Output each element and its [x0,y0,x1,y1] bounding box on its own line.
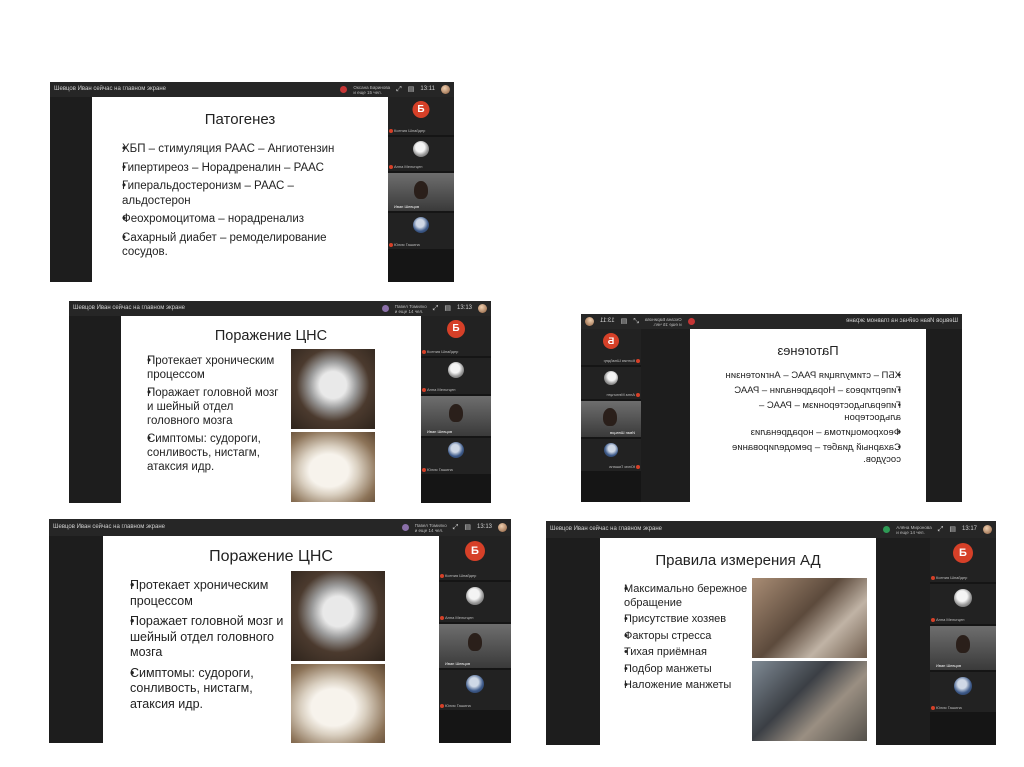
slide-title: Поражение ЦНС [214,328,328,344]
bullet: • Гипертиреоз – Норадреналин – РААС [112,161,357,176]
participant-photo [466,587,484,605]
participant-photo [413,141,429,157]
user-avatar[interactable] [441,85,450,94]
video-person [414,181,428,199]
slide-title: Патогенез [204,111,276,128]
participant-photo [954,589,972,607]
user-avatar[interactable] [585,317,594,326]
host-name: Павел Томилко [414,522,447,528]
screenshot-bp-rules [546,521,996,745]
host-avatar[interactable] [883,526,890,533]
host-avatar[interactable] [688,318,695,325]
bullet: • Факторы стресса [614,630,754,644]
host-name: Алёна Миронова [896,524,932,530]
participant-tile[interactable] [930,538,996,582]
host-name: Оксана Баринова [644,316,682,322]
participant-name: Юлия Гашина [936,705,962,710]
mic-off-icon [931,706,935,710]
participant-name: Иван Шевцов [609,430,635,435]
bullet: • ХБП – стимуляция РААС – Ангиотензин [700,370,910,382]
participant-tile[interactable] [930,584,996,624]
bullet: • Поражает головной мозг и шейный отдел головного мозга [119,614,289,661]
cat-photo [291,349,375,429]
slide-bullets [700,370,910,466]
screenshot-cns-lesion-large [49,519,511,743]
participant-photo [448,442,464,458]
participant-name: Юлия Гашина [394,242,420,247]
clock-time: 13:13 [456,305,472,311]
slide-bullets [112,142,357,260]
participant-avatar: Б [413,101,430,118]
participant-name: Ксения Шнайдер [936,575,968,580]
participant-name: Ксения Шнайдер [445,573,477,578]
participant-video[interactable] [439,624,511,668]
clock-time: 13:11 [600,318,615,324]
presenter-notice: Шевцов Иван сейчас на главном экране [845,318,958,324]
participant-tile[interactable] [388,137,454,171]
mic-off-icon [422,388,426,392]
participant-name: Юлия Гашина [609,464,635,469]
cat-photo [291,664,385,743]
user-avatar[interactable] [478,304,487,313]
mic-off-icon [931,618,935,622]
participant-video[interactable] [421,396,491,436]
participant-tile[interactable] [439,582,511,622]
mic-off-icon [440,574,444,578]
bullet: • Подбор манжеты [614,663,754,677]
presenter-notice: Шевцов Иван сейчас на главном экране [550,526,663,532]
bullet: • Феохромоцитома – норадренализ [112,212,357,227]
screenshot-pathogenesis-mirrored [581,314,962,502]
participants-panel [439,536,511,743]
bullet: • Протекает хроническим процессом [119,578,289,609]
bullet: • Присутствие хозяев [614,613,754,627]
host-sub: и еще 14 чел. [896,529,925,535]
slide-title: Патогенез [777,343,839,358]
slide-bullets [119,578,289,712]
slide [92,97,388,282]
host-name: Павел Томилко [394,303,427,309]
participants-panel [388,97,454,282]
user-avatar[interactable] [983,525,992,534]
participant-tile[interactable] [581,329,641,365]
participant-tile[interactable] [421,438,491,474]
participant-photo [448,362,464,378]
mic-off-icon [636,359,640,363]
participant-name: Анна Мельтцен [445,615,474,620]
participant-video[interactable] [388,173,454,211]
mic-off-icon [422,468,426,472]
participant-tile[interactable] [439,536,511,580]
participant-tile[interactable] [930,672,996,712]
host-name: Оксана Баринова [353,84,391,90]
top-bar [50,82,454,97]
participant-name: Анна Мельтцен [606,392,635,397]
bullet: • Протекает хроническим процессом [137,354,287,382]
vet-photo [752,661,867,741]
chat-icon[interactable]: ▤ [464,524,471,531]
bullet: • Максимально бережное обращение [614,583,754,610]
host-sub: и еще 14 чел. [394,308,424,314]
participant-video[interactable] [930,626,996,670]
bullet: • Сахарный диабет – ремоделирование сосудов. [700,442,910,466]
clock-time: 13:13 [476,524,492,530]
participant-tile[interactable] [421,358,491,394]
participant-name: Анна Мельтцен [936,617,965,622]
bullet: • Сахарный диабет – ремоделирование сосудов. [112,231,357,260]
video-person [956,635,970,653]
top-bar [581,314,962,329]
bullet: • Симптомы: судороги, сонливость, нистагм, атаксия идр. [137,432,287,474]
host-sub: и еще 15 чел. [353,89,382,95]
pin-icon[interactable]: ⤢ [937,526,944,533]
presenter-notice: Шевцов Иван сейчас на главном экране [53,524,166,530]
host-sub: и еще 14 чел. [414,527,444,533]
bullet: • Симптомы: судороги, сонливость, нистагм, атаксия идр. [119,666,289,713]
slide-title: Поражение ЦНС [209,548,333,565]
clock-time: 13:11 [420,86,435,92]
participant-avatar: Б [603,333,619,349]
video-person [603,408,617,426]
top-bar [49,519,511,536]
participant-name: Анна Мельтцен [394,164,423,169]
chat-icon[interactable]: ▤ [407,86,415,93]
participants-panel [930,538,996,745]
participant-photo [604,371,618,385]
mic-off-icon [389,165,393,169]
participant-photo [466,675,484,693]
slide-title: Правила измерения АД [655,552,821,569]
bullet: • Феохромоцитома – норадренализ [700,427,910,439]
mic-off-icon [389,243,393,247]
participant-name: Юлия Гашина [445,703,471,708]
pin-icon[interactable]: ⤢ [396,86,402,93]
user-avatar[interactable] [498,523,507,532]
cat-photo [291,432,375,502]
participant-avatar: Б [465,541,485,561]
mic-off-icon [931,576,935,580]
pin-icon[interactable]: ⤢ [452,524,459,531]
bullet: • Гипертиреоз – Норадреналин – РААС [700,385,910,397]
mic-off-icon [636,393,640,397]
participant-avatar: Б [953,543,973,563]
participant-photo [604,443,618,457]
bullet: • Поражает головной мозг и шейный отдел головного мозга [137,386,287,428]
mic-off-icon [636,465,640,469]
bullet: • Гиперальдостеронизм – РААС – альдостерон [700,400,910,424]
participant-name: Ксения Шнайдер [603,358,635,363]
top-bar [546,521,996,538]
participant-tile[interactable] [439,670,511,710]
participant-name: Иван Шевцов [394,204,420,209]
host-avatar[interactable] [402,524,409,531]
presenter-notice: Шевцов Иван сейчас на главном экране [54,86,167,92]
mic-off-icon [440,616,444,620]
video-person [449,404,463,422]
participants-panel [581,329,641,502]
participant-tile[interactable] [388,213,454,249]
participant-name: Иван Шевцов [427,429,453,434]
bullet: • Гиперальдостеронизм – РААС – альдостерон [112,179,357,208]
chat-icon[interactable]: ▤ [444,305,451,312]
pin-icon[interactable]: ⤢ [633,318,639,325]
slide [600,538,876,745]
participant-photo [954,677,972,695]
bullet: • Тихая приёмная [614,646,754,660]
screenshot-pathogenesis [50,82,454,282]
slide-bullets [614,583,754,693]
participant-avatar: Б [447,320,465,338]
slide [690,329,926,502]
presenter-notice: Шевцов Иван сейчас на главном экране [73,305,186,311]
vet-photo [752,578,867,658]
participant-name: Иван Шевцов [445,661,471,666]
participant-tile[interactable] [581,439,641,471]
host-sub: и еще 15 чел. [653,321,682,327]
host-avatar[interactable] [382,305,389,312]
mic-off-icon [440,704,444,708]
chat-icon[interactable]: ▤ [949,526,956,533]
bullet: • ХБП – стимуляция РААС – Ангиотензин [112,142,357,157]
participant-name: Ксения Шнайдер [427,349,459,354]
participant-name: Анна Мельтцен [427,387,456,392]
participant-name: Юлия Гашина [427,467,453,472]
bullet: • Наложение манжеты [614,679,754,693]
participant-tile[interactable] [388,97,454,135]
top-bar [69,301,491,316]
clock-time: 13:17 [961,526,977,532]
participant-photo [413,217,429,233]
screenshot-cns-lesion [69,301,491,503]
host-avatar[interactable] [340,86,347,93]
participants-panel [421,316,491,503]
video-person [468,633,482,651]
slide [103,536,439,743]
participant-tile[interactable] [581,367,641,399]
cat-photo [291,571,385,661]
participant-name: Иван Шевцов [936,663,962,668]
chat-icon[interactable]: ▤ [620,318,628,325]
participant-tile[interactable] [421,316,491,356]
participant-name: Ксения Шнайдер [394,128,426,133]
mic-off-icon [389,129,393,133]
pin-icon[interactable]: ⤢ [432,305,439,312]
participant-video[interactable] [581,401,641,437]
mic-off-icon [422,350,426,354]
slide-bullets [137,354,287,474]
slide [121,316,421,503]
